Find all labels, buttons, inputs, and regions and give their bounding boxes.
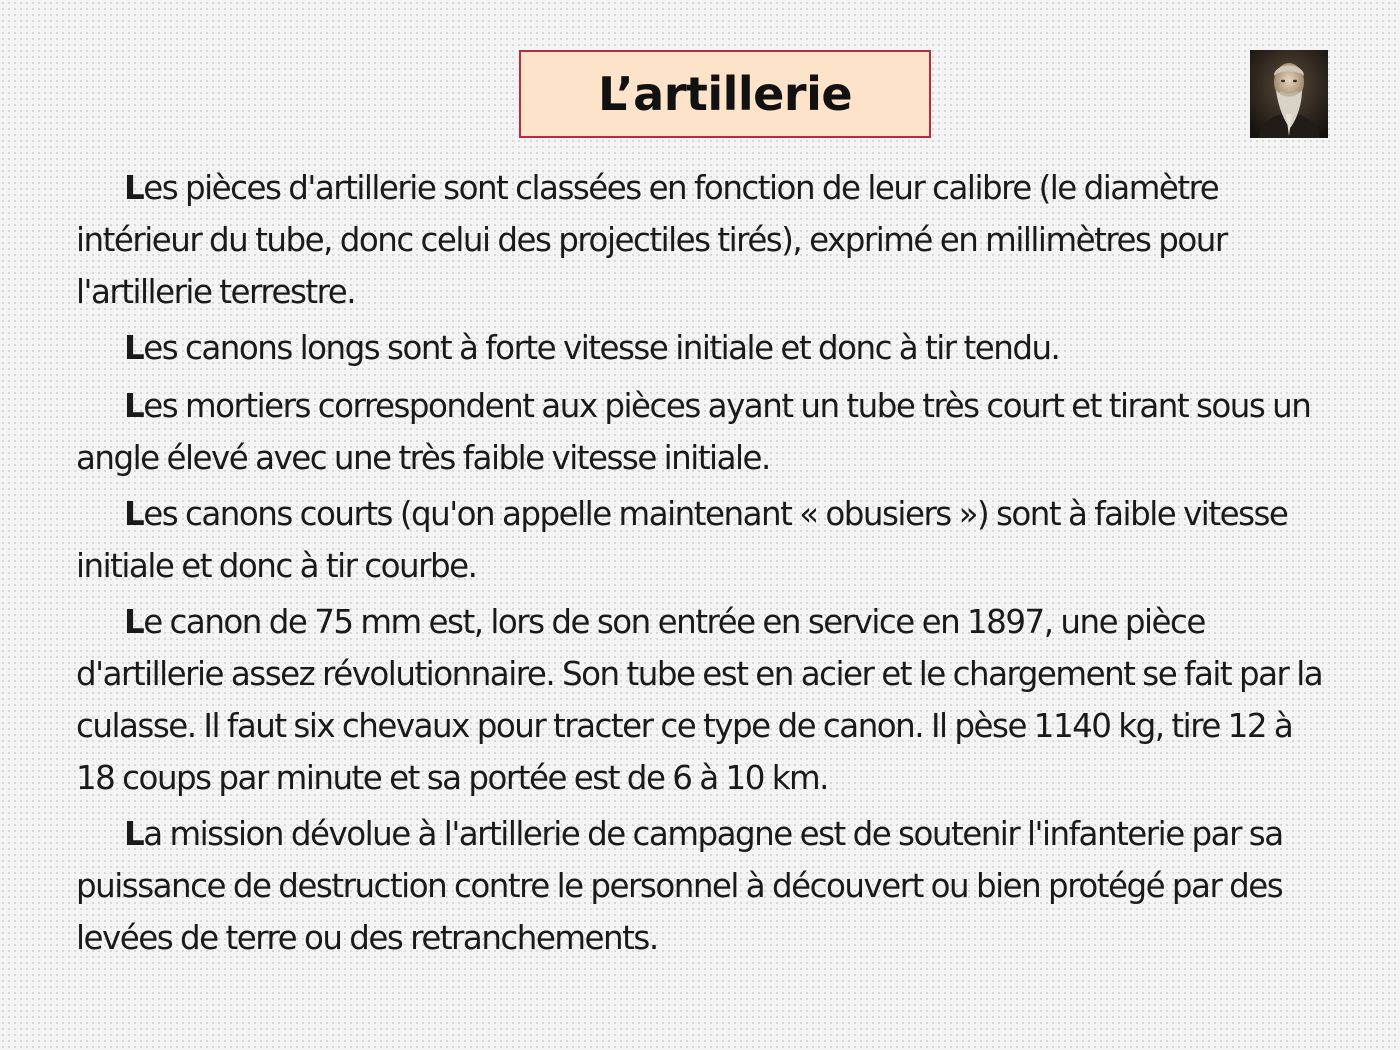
paragraph-canons-longs: [76, 322, 1328, 374]
paragraph-text: es canons longs sont à forte vitesse initiale et donc à tir tendu.: [143, 329, 1060, 367]
paragraph-initial: L: [124, 387, 144, 425]
paragraph-text: e canon de 75 mm est, lors de son entrée en service en 1897, une pièce d'artillerie assez révolutionnaire. Son tube est en acier et le chargement se fait par la culasse. Il faut six chevaux pour tracter ce type de canon. Il pèse 1140 kg, tire 12 à 18 coups par minute et sa portée est de 6 à 10 km.: [76, 603, 1323, 797]
paragraph-initial: L: [124, 329, 144, 367]
paragraph-calibre: [76, 162, 1328, 318]
paragraph-mission: [76, 808, 1328, 964]
paragraph-text: es pièces d'artillerie sont classées en fonction de leur calibre (le diamètre intérieur du tube, donc celui des projectiles tirés), exprimé en millimètres pour l'artillerie terrestre.: [76, 169, 1227, 311]
title-box: [519, 50, 931, 138]
paragraph-canons-courts: [76, 488, 1328, 592]
body-text: [76, 162, 1328, 982]
paragraph-initial: L: [124, 169, 144, 207]
paragraph-text: a mission dévolue à l'artillerie de campagne est de soutenir l'infanterie par sa puissance de destruction contre le personnel à découvert ou bien protégé par des levées de terre ou des retranchements.: [76, 815, 1283, 957]
paragraph-text: es mortiers correspondent aux pièces ayant un tube très court et tirant sous un angle élevé avec une très faible vitesse initiale.: [76, 387, 1311, 477]
bearded-man-portrait-icon: [1250, 50, 1328, 138]
paragraph-initial: L: [124, 495, 144, 533]
page-title: L’artillerie: [597, 67, 853, 121]
paragraph-initial: L: [124, 815, 144, 853]
paragraph-mortiers: [76, 380, 1328, 484]
paragraph-text: es canons courts (qu'on appelle maintenant « obusiers ») sont à faible vitesse initiale et donc à tir courbe.: [76, 495, 1288, 585]
paragraph-initial: L: [124, 603, 144, 641]
paragraph-canon-75: [76, 596, 1328, 804]
